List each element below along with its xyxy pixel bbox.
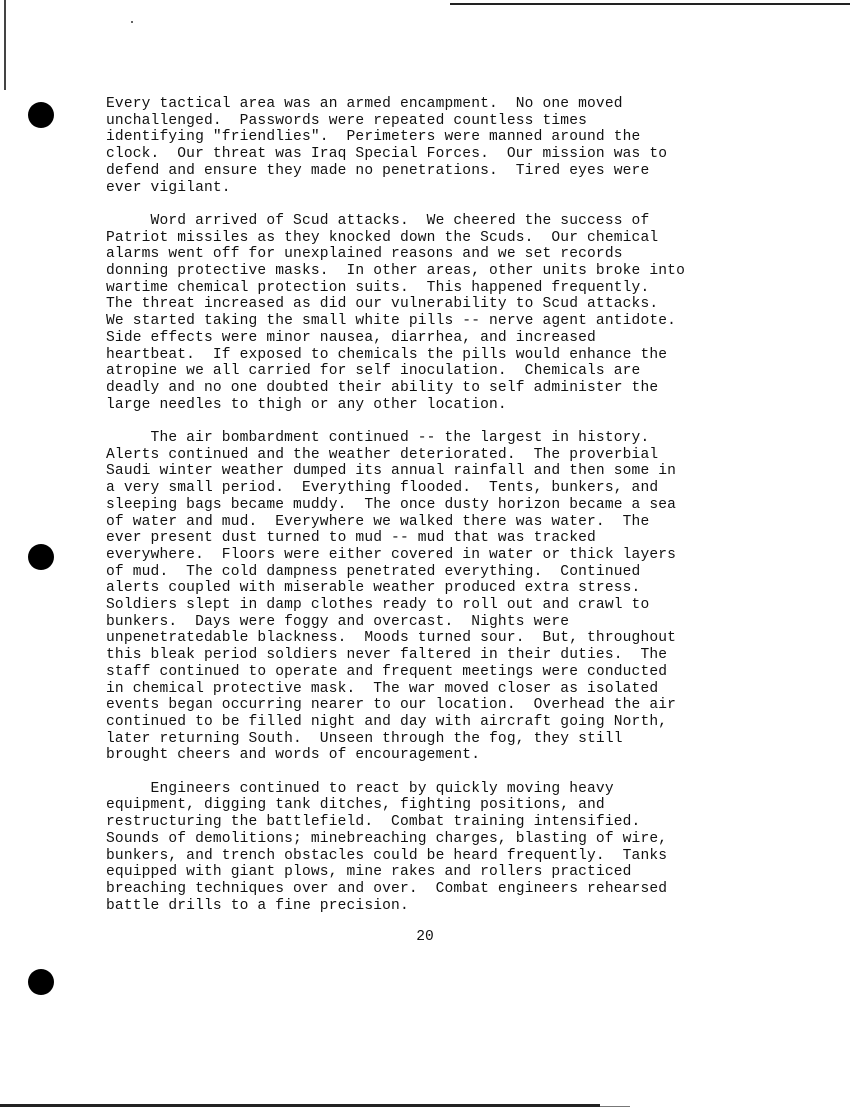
text-line: everywhere. Floors were either covered in water or thick layers (106, 546, 677, 563)
text-line: equipped with giant plows, mine rakes and rollers practiced (106, 864, 632, 881)
text-line: atropine we all carried for self inoculation. Chemicals are (106, 363, 641, 380)
text-line: in chemical protective mask. The war moved closer as isolated (106, 680, 659, 697)
text-line: bunkers. Days were foggy and overcast. Nights were (106, 613, 570, 630)
text-line: alerts coupled with miserable weather produced extra stress. (106, 580, 641, 597)
text-line: later returning South. Unseen through the fog, they still (106, 730, 623, 747)
paragraph (106, 430, 786, 764)
text-line: Engineers continued to react by quickly moving heavy (106, 780, 614, 797)
text-line: Side effects were minor nausea, diarrhea, and increased (106, 329, 596, 346)
text-line: defend and ensure they made no penetrations. Tired eyes were (106, 162, 650, 179)
text-line: unpenetratedable blackness. Moods turned sour. But, throughout (106, 630, 677, 647)
left-edge-mark (4, 0, 6, 90)
text-line: of mud. The cold dampness penetrated everything. Continued (106, 563, 641, 580)
text-line: ever vigilant. (106, 179, 231, 196)
text-line: continued to be filled night and day with aircraft going North, (106, 713, 668, 730)
text-line: Soldiers slept in damp clothes ready to roll out and crawl to (106, 597, 650, 614)
text-line: We started taking the small white pills -- nerve agent antidote. (106, 313, 677, 330)
text-line: battle drills to a fine precision. (106, 897, 409, 914)
paragraph (106, 213, 786, 413)
text-line: this bleak period soldiers never faltered in their duties. The (106, 647, 668, 664)
bottom-edge-rule (0, 1104, 600, 1107)
text-line: of water and mud. Everywhere we walked there was water. The (106, 513, 650, 530)
top-edge-rule (450, 3, 850, 5)
text-line: staff continued to operate and frequent meetings were conducted (106, 663, 668, 680)
text-line: alarms went off for unexplained reasons and we set records (106, 246, 623, 263)
text-line: a very small period. Everything flooded. Tents, bunkers, and (106, 480, 659, 497)
body-text (106, 96, 786, 931)
text-line: donning protective masks. In other areas, other units broke into (106, 263, 685, 280)
text-line: events began occurring nearer to our location. Overhead the air (106, 697, 677, 714)
bottom-edge-rule-faint (600, 1106, 630, 1107)
text-line: clock. Our threat was Iraq Special Forces. Our mission was to (106, 146, 668, 163)
punch-hole-bottom (28, 969, 54, 995)
text-line: The threat increased as did our vulnerability to Scud attacks. (106, 296, 659, 313)
text-line: breaching techniques over and over. Combat engineers rehearsed (106, 881, 668, 897)
page-number: 20 (416, 929, 434, 945)
text-line: Alerts continued and the weather deteriorated. The proverbial (106, 446, 659, 463)
text-line: brought cheers and words of encouragement. (106, 747, 481, 764)
text-line: ever present dust turned to mud -- mud that was tracked (106, 530, 596, 547)
text-line: Patriot missiles as they knocked down the Scuds. Our chemical (106, 229, 659, 246)
paragraph (106, 96, 786, 196)
text-line: sleeping bags became muddy. The once dusty horizon became a sea (106, 496, 677, 513)
text-line: large needles to thigh or any other location. (106, 396, 507, 413)
scan-speck (131, 21, 133, 23)
punch-hole-top (28, 102, 54, 128)
text-line: bunkers, and trench obstacles could be heard frequently. Tanks (106, 847, 668, 864)
text-line: Saudi winter weather dumped its annual rainfall and then some in (106, 463, 677, 480)
text-line: unchallenged. Passwords were repeated countless times (106, 112, 588, 129)
text-line: Sounds of demolitions; minebreaching charges, blasting of wire, (106, 830, 668, 847)
text-line: Every tactical area was an armed encampment. No one moved (106, 96, 623, 112)
text-line: deadly and no one doubted their ability to self administer the (106, 379, 659, 396)
punch-hole-middle (28, 544, 54, 570)
text-line: The air bombardment continued -- the largest in history. (106, 430, 650, 447)
paragraph (106, 781, 786, 915)
text-line: equipment, digging tank ditches, fighting positions, and (106, 797, 605, 814)
text-line: Word arrived of Scud attacks. We cheered the success of (106, 212, 650, 229)
text-line: identifying "friendlies". Perimeters were manned around the (106, 129, 641, 146)
text-line: heartbeat. If exposed to chemicals the pills would enhance the (106, 346, 668, 363)
text-line: wartime chemical protection suits. This happened frequently. (106, 279, 650, 296)
text-line: restructuring the battlefield. Combat training intensified. (106, 814, 641, 831)
